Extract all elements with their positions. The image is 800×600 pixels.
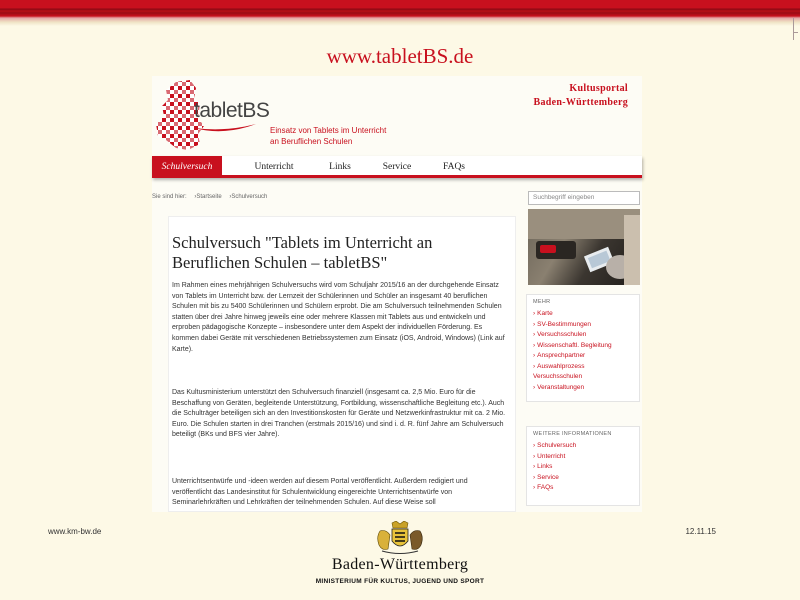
article-paragraph: Unterrichtsentwürfe und -ideen werden auf diesem Portal veröffentlicht. Außerdem redigiert und veröffentlicht das Landesinstitut für Schulentwicklung eingereichte Unterrichtsentwürfe von Seminarlehrkräften und Lehrkräften der teilnehmenden Schulen. Auf diese Weise soll <box>172 478 468 507</box>
nav-item-faqs[interactable]: FAQs <box>443 162 465 172</box>
article-content <box>168 216 516 512</box>
mehr-link-versuchsschulen[interactable]: › Versuchsschulen <box>533 331 587 338</box>
breadcrumb: Sie sind hier: ›Startseite ›Schulversuch <box>152 194 268 200</box>
article-paragraph: Das Kultusministerium unterstützt den Schulversuch finanziell (insgesamt ca. 2,5 Mio. Euro für die Beschaffung von Geräten, begleitende Unterstützung, Fortbildung, wissenschaftliche Begleitung etc.). Auch die Schulträger beteiligen sich an den Investitionskosten für Geräte und Netzwerkinfrastruktur mit ca. 2 Mio. Euro. Die Schulen starten in drei Tranchen (erstmals 2015/16) und sind i. d. R. fünf Jahre am Schulversuch beteiligt (BKs und BFS vier Jahre). <box>172 389 506 439</box>
main-navigation <box>152 156 642 178</box>
tagline: Einsatz von Tablets im Unterricht an Beruflichen Schulen <box>270 126 387 146</box>
footer-date: 12.11.15 <box>685 527 716 536</box>
page-title: Schulversuch "Tablets im Unterricht an Beruflichen Schulen – tabletBS" <box>172 233 433 272</box>
weitere-link-schulversuch[interactable]: › Schulversuch <box>533 442 577 449</box>
logo-swoosh-icon <box>194 122 258 134</box>
article-paragraph: Im Rahmen eines mehrjährigen Schulversuchs wird vom Schuljahr 2015/16 an der durchgehende Einsatz von Tablets im Unterricht bzw. der Lernzeit der Schülerinnen und Schüler an insgesamt 40 beruflichen Schulen mit bis zu 5400 Schülerinnen und Schülern erprobt. Die am Schulversuch teilnehmenden Schulen statten über drei Jahre hinweg jeweils eine oder mehrere Klassen mit Tablets aus und entwickeln und erproben pädagogische Konzepte – insbesondere unter dem Aspekt der individuellen Förderung. Es kommen dabei Geräte mit verschiedenen Betriebssystemen zum Einsatz (iOS, Android, Windows) (Link auf Karte). <box>172 282 505 353</box>
nav-item-service[interactable]: Service <box>382 162 412 172</box>
nav-item-schulversuch[interactable]: Schulversuch <box>152 156 222 178</box>
search-input[interactable]: Suchbegriff eingeben <box>528 191 640 205</box>
nav-item-unterricht[interactable]: Unterricht <box>254 162 294 172</box>
mehr-link-sv-bestimmungen[interactable]: › SV-Bestimmungen <box>533 320 592 328</box>
top-header-band <box>0 0 800 26</box>
mehr-link-veranstaltungen[interactable]: › Veranstaltungen <box>533 383 585 391</box>
logo-text: tabletBS <box>194 99 270 122</box>
footer-website: www.km-bw.de <box>48 527 102 536</box>
corner-mark <box>793 18 794 40</box>
website-screenshot <box>152 76 642 512</box>
ministry-name: MINISTERIUM FÜR KULTUS, JUGEND UND SPORT <box>315 578 485 585</box>
weitere-list <box>533 441 633 494</box>
nav-item-links[interactable]: Links <box>329 162 351 172</box>
kultusportal-link[interactable]: Kultusportal Baden-Württemberg <box>533 83 628 108</box>
tablet-in-hands-image <box>528 209 640 285</box>
weitere-link-faqs[interactable]: › FAQs <box>533 484 554 491</box>
site-url-title: www.tabletBS.de <box>326 44 474 68</box>
mehr-link-auswahlprozess[interactable]: › Auswahlprozess Versuchsschulen <box>533 362 585 380</box>
tablet-photo <box>528 209 640 285</box>
weitere-link-links[interactable]: › Links <box>533 463 553 470</box>
mehr-link-ansprechpartner[interactable]: › Ansprechpartner <box>533 352 586 359</box>
tabletbs-logo[interactable] <box>154 78 270 152</box>
breadcrumb-schulversuch[interactable]: ›Schulversuch <box>229 194 268 200</box>
weitere-link-service[interactable]: › Service <box>533 473 559 481</box>
breadcrumb-startseite[interactable]: ›Startseite <box>194 194 222 200</box>
coat-of-arms-icon <box>370 521 430 555</box>
mehr-heading: MEHR <box>533 299 551 305</box>
weitere-informationen-box <box>526 426 640 506</box>
weitere-heading: WEITERE INFORMATIONEN <box>533 431 612 437</box>
mehr-link-karte[interactable]: › Karte <box>533 310 553 317</box>
weitere-link-unterricht[interactable]: › Unterricht <box>533 452 566 460</box>
mehr-link-begleitung[interactable]: › Wissenschaftl. Begleitung <box>533 341 612 349</box>
state-name: Baden-Württemberg <box>331 556 469 573</box>
corner-mark <box>793 32 798 33</box>
mehr-list <box>533 309 633 393</box>
mehr-box <box>526 294 640 402</box>
